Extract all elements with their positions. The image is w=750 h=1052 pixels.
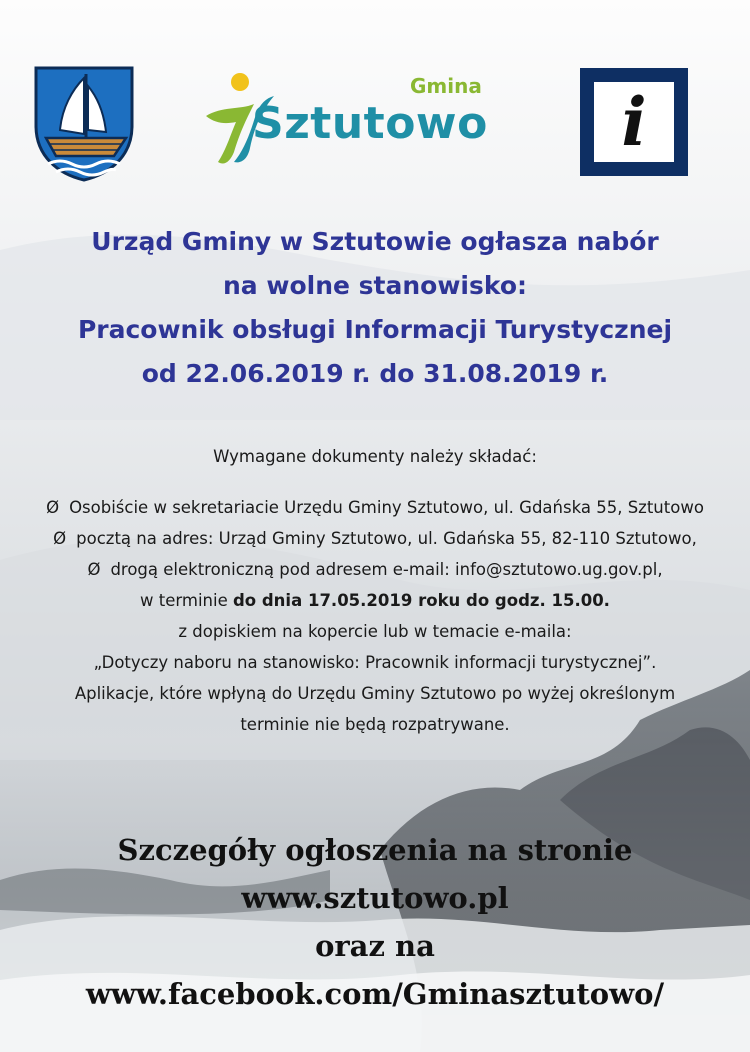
info-icon-inner bbox=[594, 82, 674, 162]
note-line-3: Aplikacje, które wpłyną do Urzędu Gminy Sztutowo po wyżej określonym bbox=[74, 684, 676, 703]
facebook-link[interactable]: www.facebook.com/Gminasztutowo/ bbox=[85, 977, 665, 1011]
headline-line-3: Pracownik obsługi Informacji Turystycznej bbox=[77, 315, 673, 344]
bullet-arrow-icon: Ø bbox=[87, 560, 101, 579]
brand-name-label: Sztutowo bbox=[252, 98, 488, 149]
deadline-prefix: w terminie bbox=[140, 591, 233, 610]
footer-line-1: Szczegóły ogłoszenia na stronie bbox=[117, 833, 633, 867]
bullet-item-1 bbox=[15, 492, 735, 523]
bullet-text-3: drogą elektroniczną pod adresem e-mail: info@sztutowo.ug.gov.pl, bbox=[110, 560, 663, 579]
bullet-item-3 bbox=[15, 554, 735, 585]
headline-line-1: Urząd Gminy w Sztutowie ogłasza nabór bbox=[91, 227, 659, 256]
bullet-arrow-icon: Ø bbox=[53, 529, 67, 548]
note-line-2: „Dotyczy naboru na stanowisko: Pracownik informacji turystycznej”. bbox=[93, 653, 657, 672]
announcement-headline bbox=[40, 220, 710, 396]
bullet-text-2: pocztą na adres: Urząd Gminy Sztutowo, ul. Gdańska 55, 82-110 Sztutowo, bbox=[76, 529, 697, 548]
brand-gmina-label: Gmina bbox=[410, 74, 482, 98]
ship-crest-icon bbox=[32, 64, 136, 184]
bullet-arrow-icon: Ø bbox=[46, 498, 60, 517]
documents-intro: Wymagane dokumenty należy składać: bbox=[213, 447, 537, 466]
headline-line-2: na wolne stanowisko: bbox=[222, 271, 528, 300]
tourist-info-icon bbox=[580, 68, 688, 176]
footer-line-3: oraz na bbox=[315, 929, 435, 963]
announcement-body bbox=[15, 440, 735, 740]
info-letter: i bbox=[621, 83, 647, 161]
note-line-1: z dopiskiem na kopercie lub w temacie e-maila: bbox=[178, 622, 572, 641]
bullet-text-1: Osobiście w sekretariacie Urzędu Gminy Sztutowo, ul. Gdańska 55, Sztutowo bbox=[69, 498, 704, 517]
details-footer bbox=[0, 826, 750, 1018]
website-link[interactable]: www.sztutowo.pl bbox=[241, 881, 509, 915]
bullet-item-2 bbox=[15, 523, 735, 554]
deadline-date: do dnia 17.05.2019 roku do godz. 15.00. bbox=[232, 591, 610, 610]
note-line-4: terminie nie będą rozpatrywane. bbox=[240, 715, 510, 734]
headline-line-4: od 22.06.2019 r. do 31.08.2019 r. bbox=[141, 359, 609, 388]
deadline-line bbox=[15, 585, 735, 616]
gmina-sztutowo-logo bbox=[200, 70, 500, 170]
